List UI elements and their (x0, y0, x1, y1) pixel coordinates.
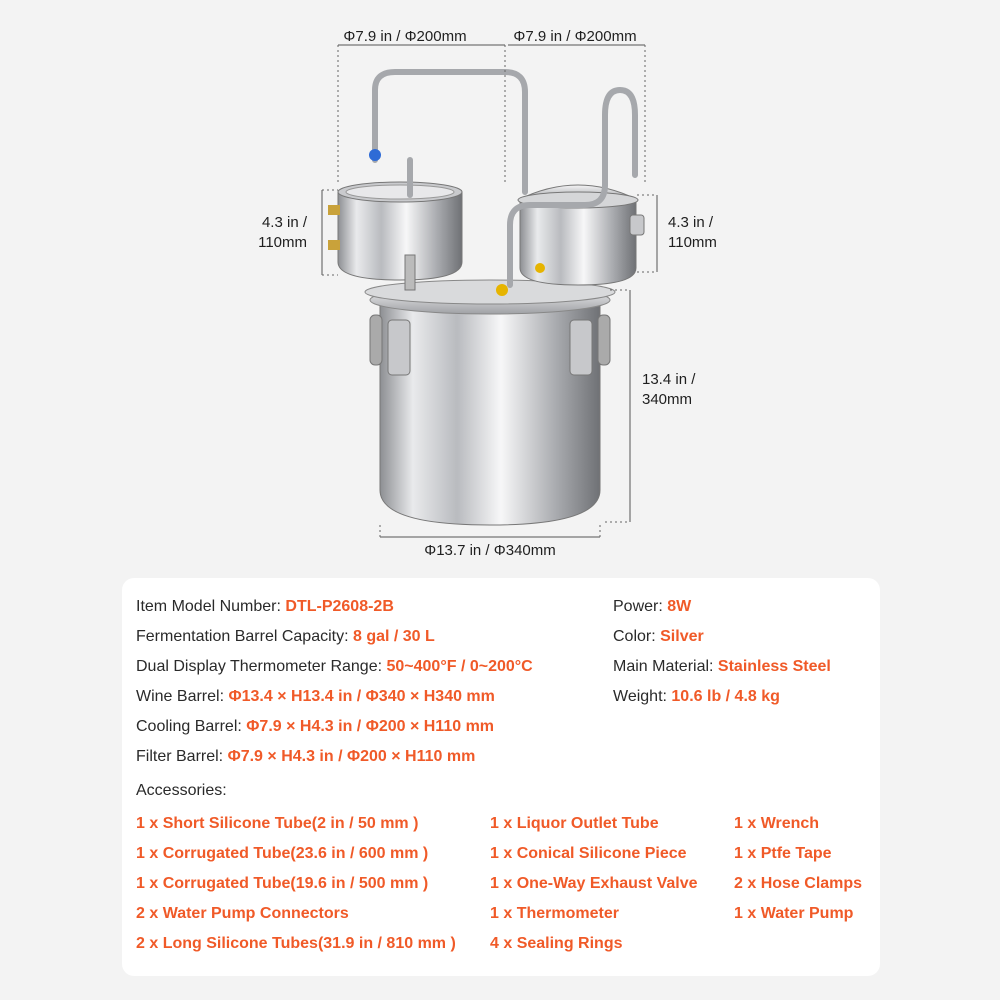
filter-diameter-label: Φ7.9 in / Φ200mm (343, 28, 467, 45)
spec-filter-barrel: Filter Barrel: Φ7.9 × H4.3 in / Φ200 × H110 mm (136, 748, 476, 765)
spec-cooling-barrel: Cooling Barrel: Φ7.9 × H4.3 in / Φ200 × H110 mm (136, 718, 495, 735)
accessory-item: 1 x Liquor Outlet Tube (490, 815, 659, 832)
product-image-area (100, 0, 900, 580)
spec-material: Main Material: Stainless Steel (613, 658, 831, 675)
spec-weight: Weight: 10.6 lb / 4.8 kg (613, 688, 780, 705)
accessory-item: 1 x Thermometer (490, 905, 619, 922)
cooling-height-label-2: 110mm (668, 234, 717, 251)
accessory-item: 1 x Conical Silicone Piece (490, 845, 687, 862)
spec-color: Color: Silver (613, 628, 704, 645)
spec-thermometer: Dual Display Thermometer Range: 50~400°F / 0~200°C (136, 658, 533, 675)
barrel-height-label-1: 13.4 in / (642, 371, 696, 388)
filter-height-label-2: 110mm (258, 234, 307, 251)
cooling-diameter-label: Φ7.9 in / Φ200mm (513, 28, 637, 45)
yellow-connector (496, 284, 508, 296)
accessory-item: 2 x Water Pump Connectors (136, 905, 349, 922)
spec-model: Item Model Number: DTL-P2608-2B (136, 598, 394, 615)
spec-capacity: Fermentation Barrel Capacity: 8 gal / 30 L (136, 628, 435, 645)
filter-height-label-1: 4.3 in / (261, 214, 307, 231)
wine-barrel (365, 280, 615, 525)
blue-connector (369, 149, 381, 161)
accessory-item: 2 x Hose Clamps (734, 875, 863, 892)
filter-barrel (328, 182, 462, 290)
barrel-height-label-2: 340mm (642, 391, 693, 408)
accessory-item: 2 x Long Silicone Tubes(31.9 in / 810 mm ) (136, 935, 456, 952)
accessory-item: 1 x Corrugated Tube(23.6 in / 600 mm ) (136, 845, 429, 862)
barrel-diameter-label: Φ13.7 in / Φ340mm (424, 542, 556, 559)
spec-wine-barrel: Wine Barrel: Φ13.4 × H13.4 in / Φ340 × H340 mm (136, 688, 495, 705)
cooling-barrel (518, 185, 644, 285)
accessory-item: 1 x Water Pump (734, 905, 854, 922)
distiller-illustration (100, 0, 900, 580)
accessory-item: 1 x One-Way Exhaust Valve (490, 875, 698, 892)
accessory-item: 1 x Short Silicone Tube(2 in / 50 mm ) (136, 815, 419, 832)
accessory-item: 1 x Corrugated Tube(19.6 in / 500 mm ) (136, 875, 429, 892)
accessories-title: Accessories: (136, 782, 227, 799)
spec-power: Power: 8W (613, 598, 692, 615)
accessory-item: 1 x Ptfe Tape (734, 845, 832, 862)
cooling-height-label-1: 4.3 in / (668, 214, 714, 231)
accessory-item: 1 x Wrench (734, 815, 820, 832)
accessory-item: 4 x Sealing Rings (490, 935, 623, 952)
